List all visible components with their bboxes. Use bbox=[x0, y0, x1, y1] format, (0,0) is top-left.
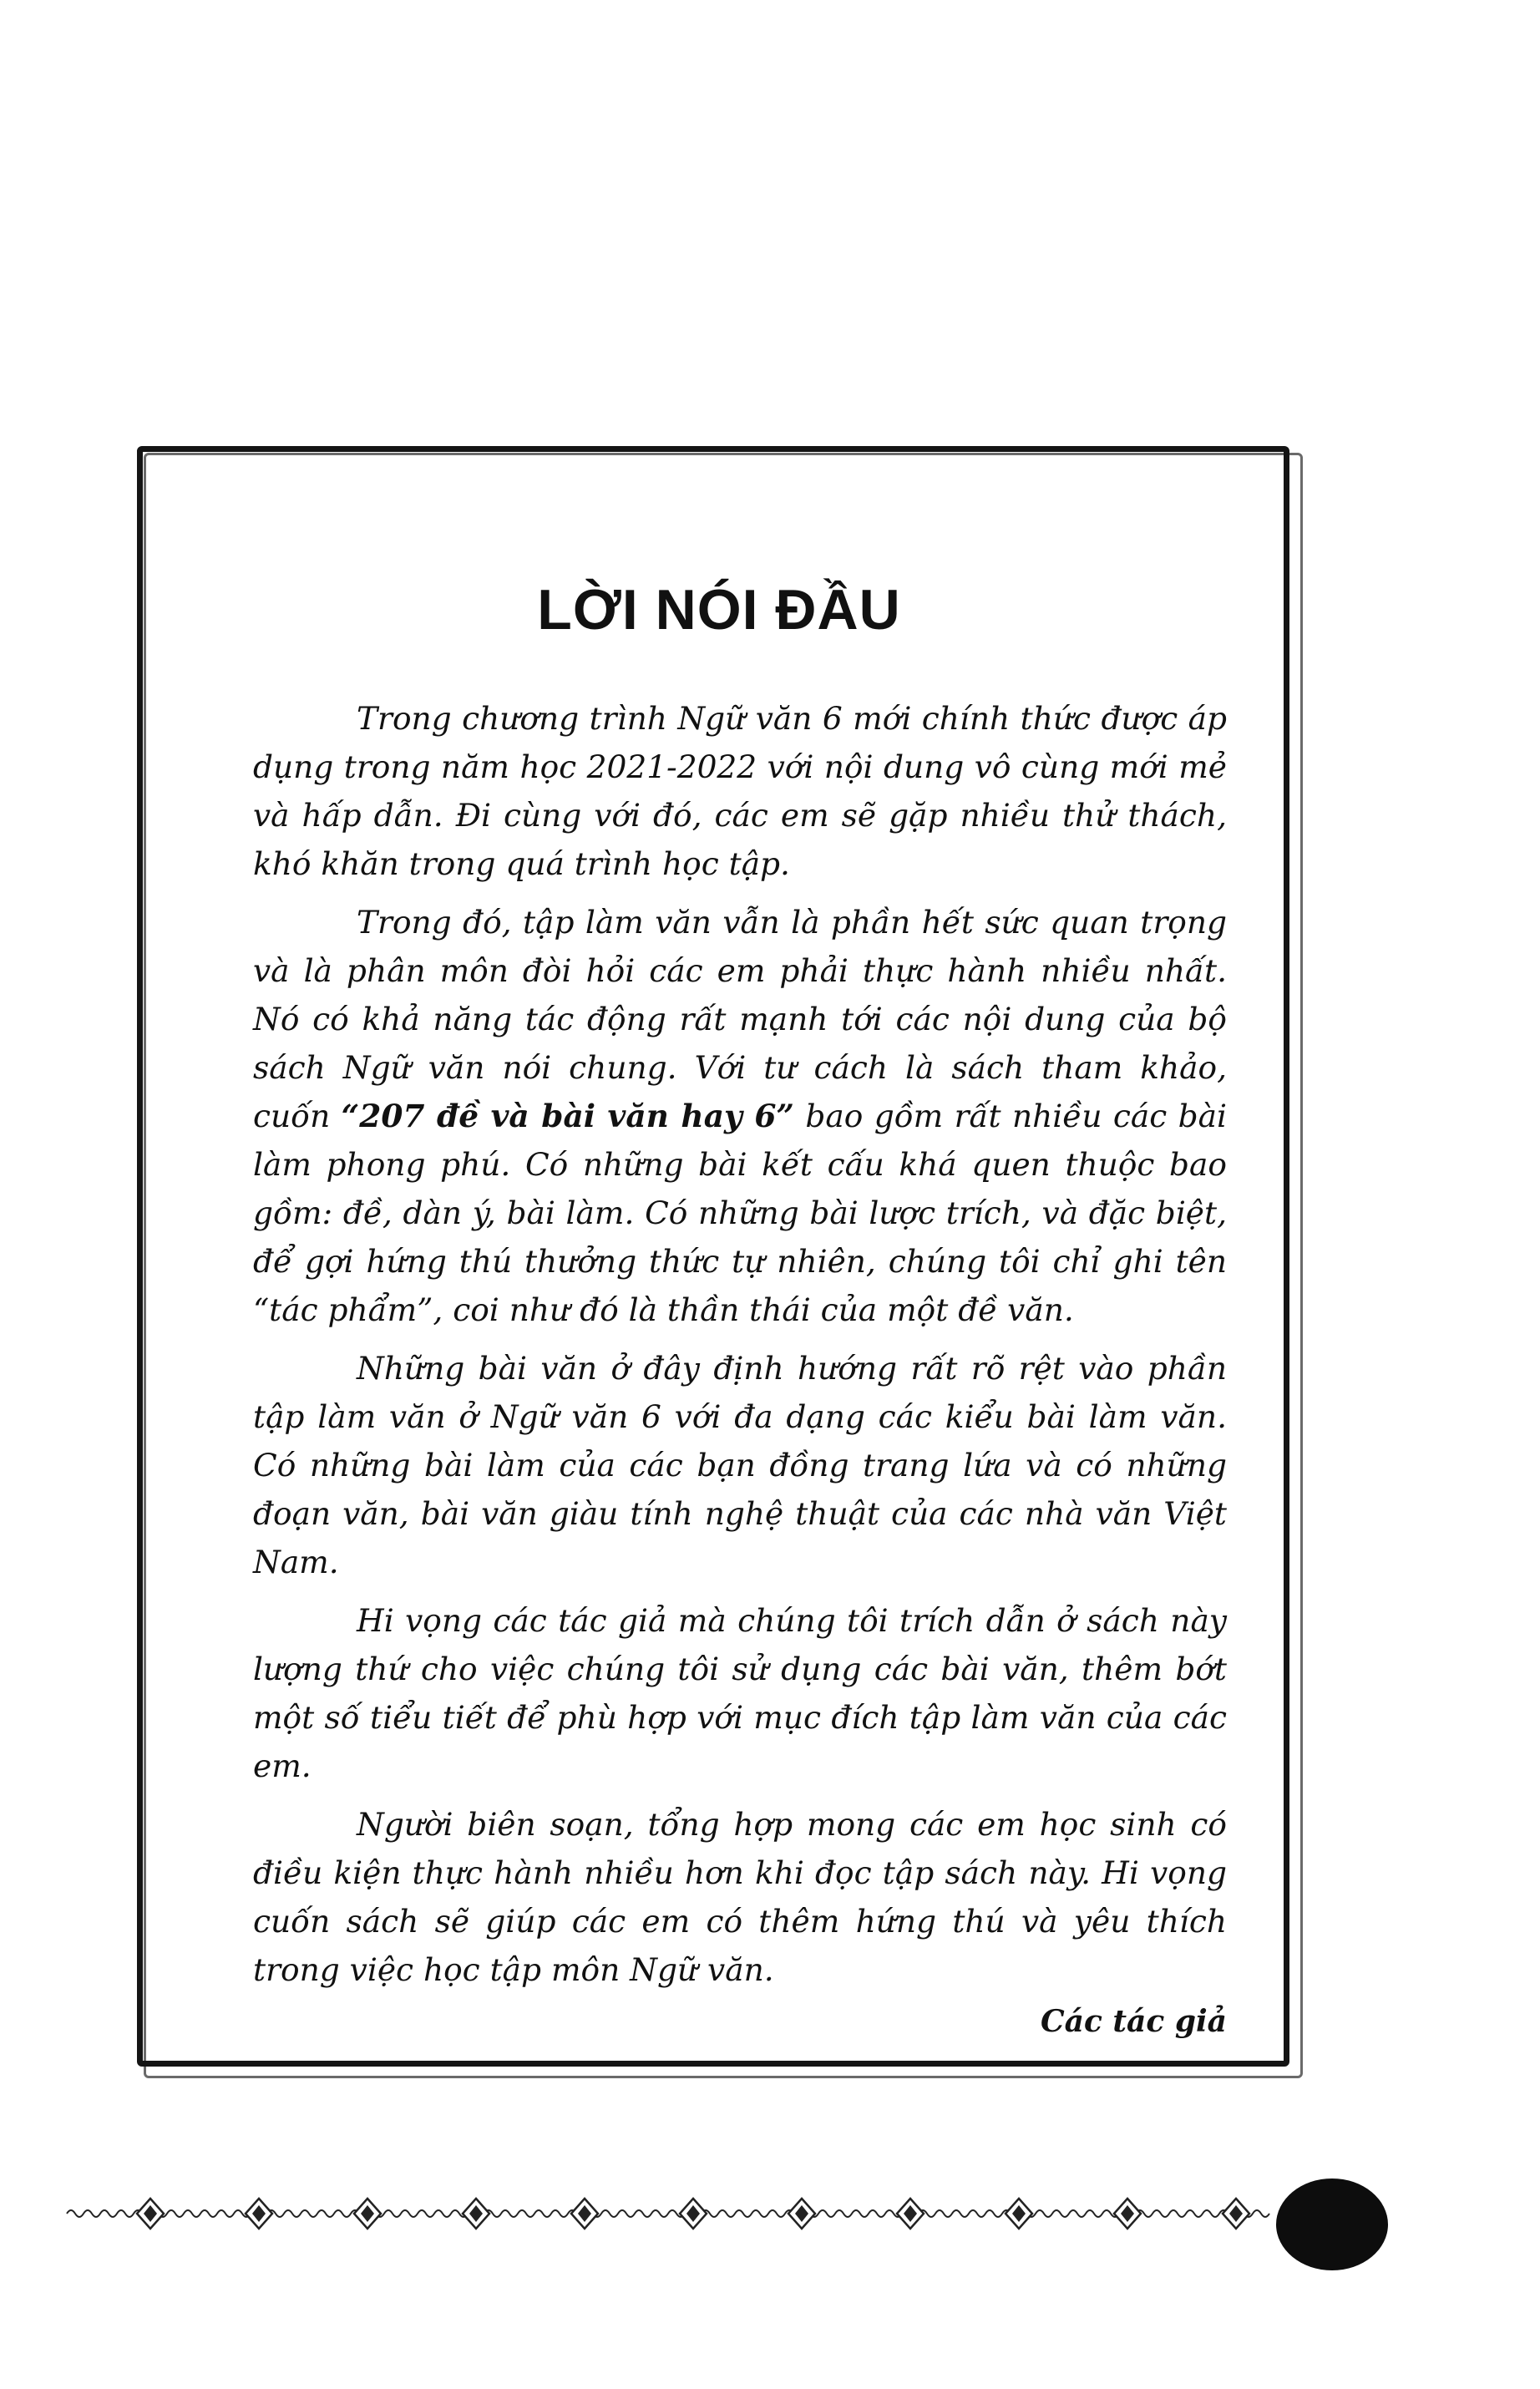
ornament-diamond bbox=[788, 2199, 815, 2229]
page-number-blot bbox=[1276, 2179, 1388, 2270]
paragraph bbox=[253, 694, 1227, 888]
ornament-diamond bbox=[680, 2199, 707, 2229]
ornament-diamond bbox=[1223, 2199, 1249, 2229]
page-title: LỜI NÓI ĐẦU bbox=[537, 578, 901, 642]
ornament-diamond bbox=[897, 2199, 924, 2229]
signature: Các tác giả bbox=[1040, 2004, 1227, 2039]
diamond-chain-border-icon bbox=[58, 2189, 1278, 2239]
ornament-diamond bbox=[1114, 2199, 1141, 2229]
ornament-diamond bbox=[1006, 2199, 1032, 2229]
ornament-diamond bbox=[571, 2199, 598, 2229]
paragraph-text: Người biên soạn, tổng hợp mong các em học sinh có điều kiện thực hành nhiều hơn khi đọc tập sách này. Hi vọng cuốn sách sẽ giúp các em có thêm hứng thú và yêu thích trong việc học tập môn Ngữ văn. bbox=[253, 1806, 1227, 1988]
paragraph bbox=[253, 1800, 1227, 1994]
book-title-text: “207 đề và bài văn hay 6” bbox=[341, 1098, 794, 1134]
ornament-diamond bbox=[354, 2199, 381, 2229]
paragraph bbox=[253, 1344, 1227, 1586]
ornament-diamond bbox=[463, 2199, 489, 2229]
paragraph bbox=[253, 898, 1227, 1334]
preface-body bbox=[253, 694, 1227, 2039]
ornament-diamond bbox=[137, 2199, 164, 2229]
preface-frame bbox=[137, 446, 1289, 2067]
paragraph-text: Trong đó, tập làm văn vẫn là phần hết sức quan trọng và là phân môn đòi hỏi các em phải thực hành nhiều nhất. Nó có khả năng tác động rất mạnh tới các nội dung của bộ sách Ngữ văn nói chung. Với tư cách là sách tham khảo, cuốn bbox=[253, 904, 1227, 1134]
paragraph-text: Hi vọng các tác giả mà chúng tôi trích dẫn ở sách này lượng thứ cho việc chúng tôi sử dụng các bài văn, thêm bớt một số tiểu tiết để phù hợp với mục đích tập làm văn của các em. bbox=[253, 1602, 1227, 1784]
paragraph-text: bao gồm rất nhiều các bài làm phong phú. Có những bài kết cấu khá quen thuộc bao gồm: đề, dàn ý, bài làm. Có những bài lược trích, và đặc biệt, để gợi hứng thú thưởng thức tự nhiên, chúng tôi chỉ ghi tên “tác phẩm”, coi như đó là thần thái của một đề văn. bbox=[253, 1098, 1228, 1328]
paragraph-text: Những bài văn ở đây định hướng rất rõ rệt vào phần tập làm văn ở Ngữ văn 6 với đa dạng các kiểu bài làm văn. Có những bài làm của các bạn đồng trang lứa và có những đoạn văn, bài văn giàu tính nghệ thuật của các nhà văn Việt Nam. bbox=[253, 1350, 1227, 1580]
ornament-diamond bbox=[246, 2199, 272, 2229]
paragraph bbox=[253, 1596, 1227, 1790]
paragraph-text: Trong chương trình Ngữ văn 6 mới chính thức được áp dụng trong năm học 2021-2022 với nội dung vô cùng mới mẻ và hấp dẫn. Đi cùng với đó, các em sẽ gặp nhiều thử thách, khó khăn trong quá trình học tập. bbox=[253, 700, 1227, 882]
